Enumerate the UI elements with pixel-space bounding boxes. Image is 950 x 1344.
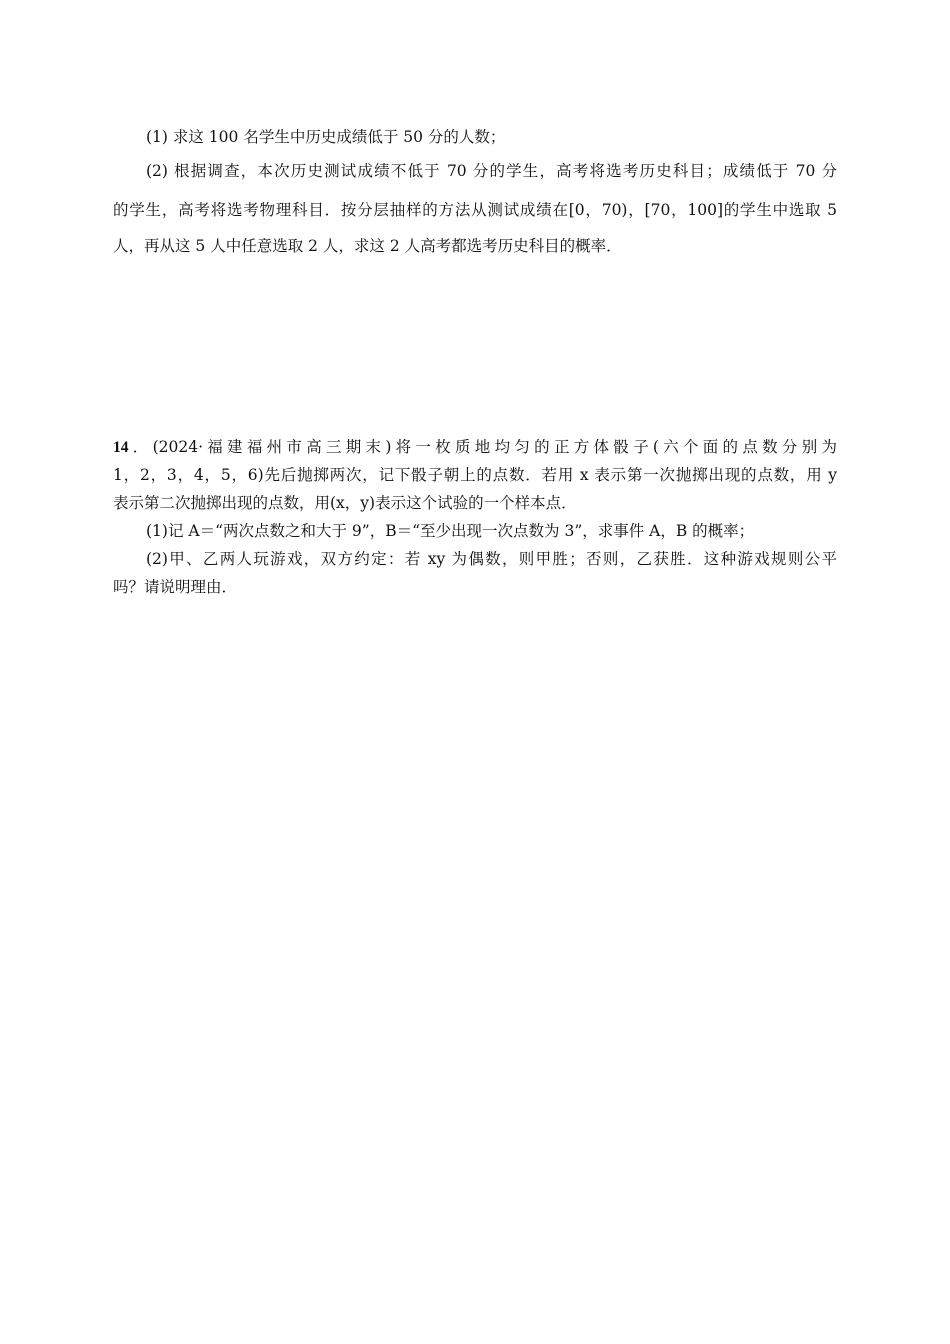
- question-14-line-1: [113, 437, 837, 458]
- question-number: 14: [113, 439, 129, 456]
- question-14-line-3: 表示第二次抛掷出现的点数，用(x，y)表示这个试验的一个样本点．: [113, 494, 577, 512]
- question-14-source-and-stem: ．(2024·福建福州市高三期末)将一枚质地均匀的正方体骰子(六个面的点数分别为: [128, 438, 837, 456]
- question-14-part-2-line-1: (2)甲、乙两人玩游戏，双方约定：若 xy 为偶数，则甲胜；否则，乙获胜．这种游戏规则公平: [146, 550, 837, 568]
- question-14-line-2: 1，2，3，4，5，6)先后抛掷两次，记下骰子朝上的点数．若用 x 表示第一次抛掷出现的点数，用 y: [113, 466, 837, 484]
- question-13-part-2-line-1: (2) 根据调查，本次历史测试成绩不低于 70 分的学生，高考将选考历史科目；成绩低于 70 分: [146, 162, 837, 180]
- question-13-part-2-line-2: 的学生，高考将选考物理科目．按分层抽样的方法从测试成绩在[0，70)，[70，100]的学生中选取 5: [113, 201, 837, 219]
- question-13-part-2-line-3: 人，再从这 5 人中任意选取 2 人，求这 2 人高考都选考历史科目的概率．: [113, 237, 622, 255]
- question-13-part-1: (1) 求这 100 名学生中历史成绩低于 50 分的人数；: [146, 128, 506, 146]
- question-14-part-1: (1)记 A＝“两次点数之和大于 9”，B＝“至少出现一次点数为 3”，求事件 A，B 的概率；: [146, 522, 755, 540]
- question-14-part-2-line-2: 吗？请说明理由．: [113, 578, 238, 596]
